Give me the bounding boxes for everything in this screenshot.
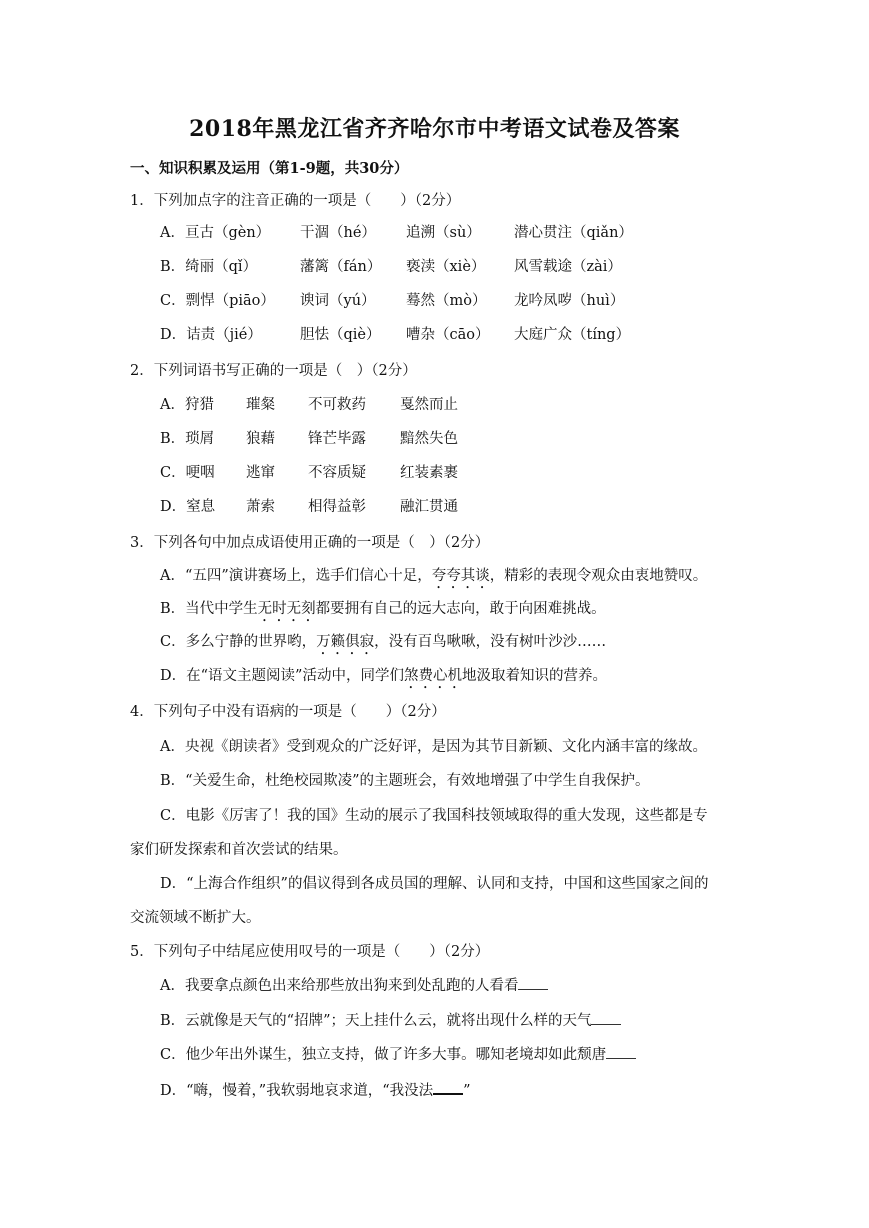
option-d-word-1: D．诘责（jié） — [160, 327, 262, 343]
dotted-idiom: 万籁俱寂 — [316, 634, 375, 650]
option-text: 地汲取着知识的营养。 — [461, 668, 607, 684]
question-4-option-c-continued: 家们研发探索和首次尝试的结果。 — [130, 842, 348, 858]
question-4-option-b: B．“关爱生命，杜绝校园欺凌”的主题班会，有效地增强了中学生自我保护。 — [160, 773, 650, 789]
option-d-word-3: 嘈杂（cāo） — [406, 327, 490, 343]
option-text: C．他少年出外谋生，独立支持，做了许多大事。哪知老境却如此颓唐 — [160, 1047, 607, 1063]
question-5-option-c — [160, 1044, 636, 1066]
exam-title: 2018年黑龙江省齐齐哈尔市中考语文试卷及答案 — [189, 116, 680, 142]
option-a-word-3: 追溯（sù） — [406, 225, 481, 241]
dotted-idiom: 煞费心机 — [403, 668, 462, 684]
question-4-option-d-continued: 交流领域不断扩大。 — [130, 910, 261, 926]
question-4-option-c: C．电影《厉害了！我的国》生动的展示了我国科技领域取得的重大发现，这些都是专 — [160, 808, 708, 824]
question-1-stem: 1．下列加点字的注音正确的一项是（ ）（2分） — [130, 193, 461, 209]
option-text: C．多么宁静的世界哟， — [160, 634, 317, 650]
option-c-word-2: 逃窜 — [246, 465, 275, 481]
option-b-word-3: 亵渎（xiè） — [406, 259, 486, 275]
option-c-word-1: C．剽悍（piāo） — [160, 293, 275, 309]
question-3-option-c — [160, 631, 606, 658]
question-3-option-b — [160, 598, 606, 625]
question-5-option-b — [160, 1010, 621, 1032]
option-b-word-1: B．琐屑 — [160, 431, 215, 447]
option-d-word-1: D．窒息 — [160, 499, 216, 515]
option-text: A．我要拿点颜色出来给那些放出狗来到处乱跑的人看看 — [160, 978, 519, 994]
option-a-word-2: 璀粲 — [246, 397, 275, 413]
option-text: B．当代中学生 — [160, 601, 258, 617]
option-c-word-3: 蓦然（mò） — [406, 293, 487, 309]
question-5-option-d — [160, 1079, 471, 1102]
option-text: A．“五四”演讲赛场上，选手们信心十足， — [160, 568, 432, 584]
question-4-option-a: A．央视《朗读者》受到观众的广泛好评，是因为其节目新颖、文化内涵丰富的缘故。 — [160, 739, 707, 755]
option-d-word-4: 大庭广众（tíng） — [514, 327, 631, 343]
option-text: 都要拥有自己的远大志向，敢于向困难挑战。 — [315, 601, 606, 617]
question-5-option-a — [160, 975, 548, 997]
option-c-word-3: 不容质疑 — [308, 465, 366, 481]
option-a-word-2: 干涸（hé） — [300, 225, 376, 241]
question-5-stem: 5．下列句子中结尾应使用叹号的一项是（ ）（2分） — [130, 944, 490, 960]
option-text: D．“嗨，慢着，”我软弱地哀求道，“我没法 — [160, 1083, 434, 1099]
question-3-option-a — [160, 565, 707, 592]
closing-quote: ” — [463, 1083, 471, 1099]
option-c-word-1: C．哽咽 — [160, 465, 215, 481]
option-c-word-2: 谀词（yú） — [300, 293, 376, 309]
option-d-word-3: 相得益彰 — [308, 499, 366, 515]
question-3-stem: 3．下列各句中加点成语使用正确的一项是（ ）（2分） — [130, 535, 490, 551]
option-a-word-1: A．亘古（gèn） — [160, 225, 271, 241]
answer-blank — [606, 1044, 636, 1059]
option-text: ，精彩的表现令观众由衷地赞叹。 — [489, 568, 708, 584]
question-4-option-d: D．“上海合作组织”的倡议得到各成员国的理解、认同和支持，中国和这些国家之间的 — [160, 876, 709, 892]
question-3-option-d — [160, 665, 607, 692]
option-b-word-2: 狼藉 — [246, 431, 275, 447]
option-a-word-4: 戛然而止 — [400, 397, 458, 413]
option-a-word-4: 潜心贯注（qiǎn） — [514, 225, 633, 241]
question-2-stem: 2．下列词语书写正确的一项是（ ）（2分） — [130, 363, 417, 379]
option-b-word-4: 黯然失色 — [400, 431, 458, 447]
option-b-word-3: 锋芒毕露 — [308, 431, 366, 447]
option-a-word-3: 不可救药 — [308, 397, 366, 413]
option-b-word-1: B．绮丽（qǐ） — [160, 259, 258, 275]
option-b-word-4: 风雪载途（zài） — [514, 259, 622, 275]
option-d-word-2: 萧索 — [246, 499, 275, 515]
dotted-idiom: 夸夸其谈 — [431, 568, 490, 584]
option-c-word-4: 红装素裹 — [400, 465, 458, 481]
option-text: D．在“语文主题阅读”活动中，同学们 — [160, 668, 404, 684]
option-b-word-2: 藩篱（fán） — [300, 259, 382, 275]
option-a-word-1: A．狩猎 — [160, 397, 214, 413]
option-text: ，没有百鸟啾啾，没有树叶沙沙…… — [374, 634, 607, 650]
answer-blank — [591, 1010, 621, 1025]
dotted-idiom: 无时无刻 — [257, 601, 316, 617]
section-heading: 一、知识积累及运用（第1-9题，共30分） — [130, 160, 409, 177]
option-c-word-4: 龙吟凤哕（huì） — [514, 293, 625, 309]
option-d-word-2: 胆怯（qiè） — [300, 327, 381, 343]
question-4-stem: 4．下列句子中没有语病的一项是（ ）（2分） — [130, 704, 446, 720]
option-text: B．云就像是天气的“招牌”；天上挂什么云，就将出现什么样的天气 — [160, 1013, 592, 1029]
answer-blank — [518, 975, 548, 990]
answer-blank — [433, 1079, 463, 1095]
option-d-word-4: 融汇贯通 — [400, 499, 458, 515]
